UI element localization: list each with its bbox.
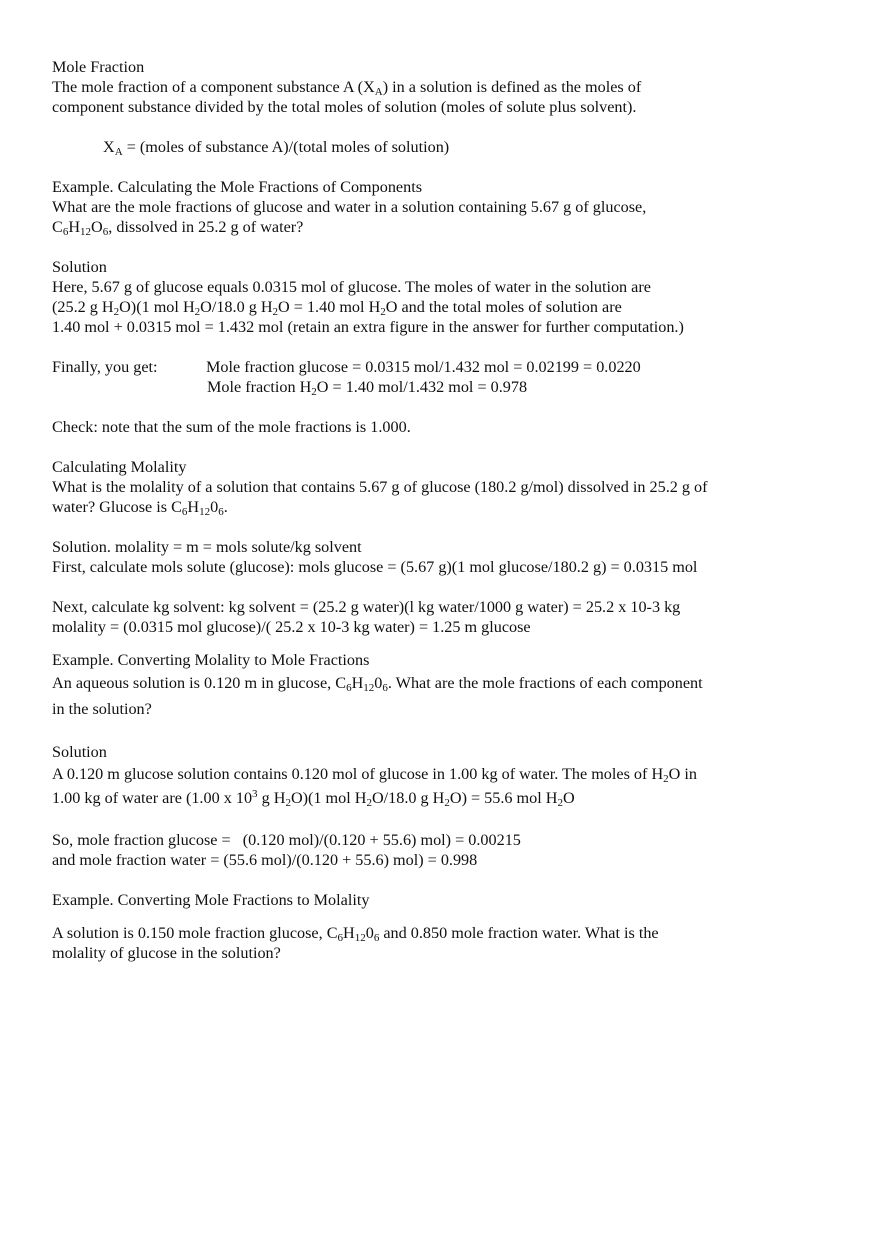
example3-question-line-2: molality of glucose in the solution? xyxy=(52,944,281,962)
section-heading-mole-fraction: Mole Fraction xyxy=(52,58,145,76)
mole-fraction-formula: $X_A$ = (moles of substance A)/(total moles of solution) xyxy=(103,138,450,158)
example3-question-line-1: A solution is 0.150 mole fraction glucose, $C_6H_{12}0_6$ and 0.850 mole fraction water. What is the xyxy=(52,924,659,944)
molality-question-line-1: What is the molality of a solution that contains 5.67 g of glucose (180.2 g/mol) dissolved in 25.2 g of xyxy=(52,478,708,496)
result-water: Mole fraction $H_2O = 1.40$ mol/1.432 mol = 0.978 xyxy=(207,378,528,398)
example-question-line-2: $C_6H_{12}O_6$, dissolved in 25.2 g of water? xyxy=(52,218,304,238)
solution-line-1: Here, 5.67 g of glucose equals 0.0315 mol of glucose. The moles of water in the solution are xyxy=(52,278,651,296)
finally-label: Finally, you get: xyxy=(52,358,158,376)
result-glucose: Mole fraction glucose = 0.0315 mol/1.432 mol = 0.02199 = 0.0220 xyxy=(206,358,641,376)
molality-solution-line-1: Solution. molality = m = mols solute/kg solvent xyxy=(52,538,362,556)
molality-question-line-2: water? Glucose is $C_6H_{12}0_6$. xyxy=(52,498,228,518)
molality-solution-line-2: First, calculate mols solute (glucose): mols glucose = (5.67 g)(1 mol glucose/180.2 g) = 0.0315 mol xyxy=(52,558,698,576)
molality-next-line-1: Next, calculate kg solvent: kg solvent = (25.2 g water)(l kg water/1000 g water) = 25.2 x 10-3 kg xyxy=(52,598,681,616)
definition-line-2: component substance divided by the total moles of solution (moles of solute plus solvent). xyxy=(52,98,637,116)
example2-solution-heading: Solution xyxy=(52,743,107,761)
molality-next-line-2: molality = (0.0315 mol glucose)/( 25.2 x 10-3 kg water) = 1.25 m glucose xyxy=(52,618,531,636)
mole-fraction-glucose-result: So, mole fraction glucose = (0.120 mol)/(0.120 + 55.6) mol) = 0.00215 xyxy=(52,831,521,849)
section-heading-molality: Calculating Molality xyxy=(52,458,187,476)
example2-solution-line-2: 1.00 kg of water are (1.00 x $10^3$ g $H_2O)(1$ mol $H_2O/18.0$ g $H_2O) = 55.6$ mol $H_2O$ xyxy=(52,788,575,809)
example2-solution-line-1: A 0.120 m glucose solution contains 0.120 mol of glucose in 1.00 kg of water. The moles of $H_2O$ in xyxy=(52,765,697,785)
solution-heading: Solution xyxy=(52,258,107,276)
definition-line-1: The mole fraction of a component substance A $(X_A)$ in a solution is defined as the moles of xyxy=(52,78,642,98)
example-heading-mole-fractions: Example. Calculating the Mole Fractions of Components xyxy=(52,178,422,196)
mole-fraction-water-result: and mole fraction water = (55.6 mol)/(0.120 + 55.6) mol) = 0.998 xyxy=(52,851,478,869)
solution-line-2: (25.2 g $H_2O)(1$ mol $H_2O/18.0$ g $H_2O = 1.40$ mol $H_2O$ and the total moles of solution are xyxy=(52,298,622,318)
example2-question-line-1: An aqueous solution is 0.120 m in glucose, $C_6H_{12}0_6$. What are the mole fractions of each component xyxy=(52,674,703,694)
finally-result-row xyxy=(52,357,832,377)
example-heading-mole-fraction-to-molality: Example. Converting Mole Fractions to Molality xyxy=(52,891,370,909)
check-note: Check: note that the sum of the mole fractions is 1.000. xyxy=(52,418,411,436)
solution-line-3: 1.40 mol + 0.0315 mol = 1.432 mol (retain an extra figure in the answer for further computation.) xyxy=(52,318,684,336)
example-question-line-1: What are the mole fractions of glucose and water in a solution containing 5.67 g of glucose, xyxy=(52,198,647,216)
example2-question-line-2: in the solution? xyxy=(52,700,152,718)
document-page xyxy=(52,57,832,963)
example-heading-molality-to-mole-fraction: Example. Converting Molality to Mole Fractions xyxy=(52,651,370,669)
